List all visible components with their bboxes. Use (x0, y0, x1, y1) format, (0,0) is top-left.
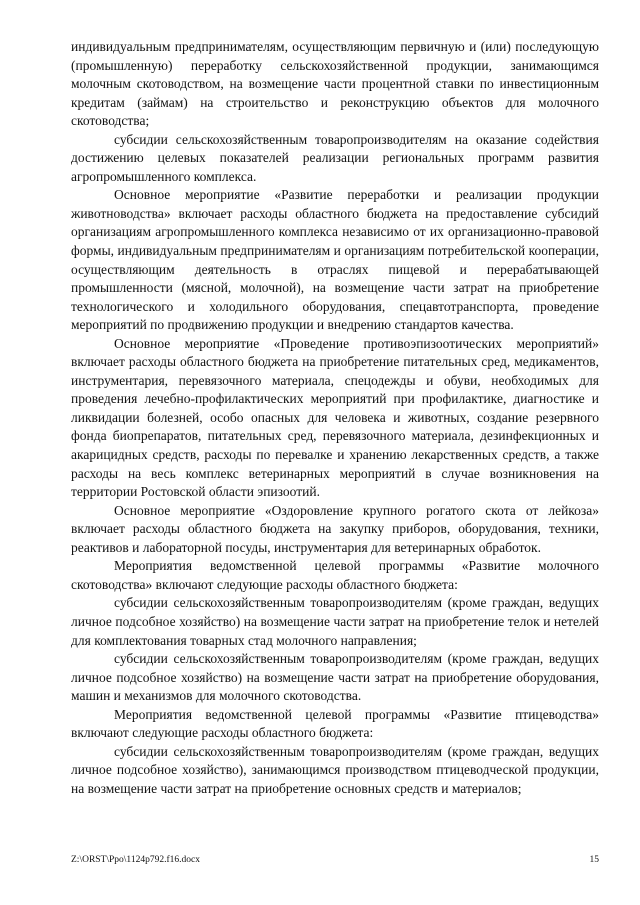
document-body (71, 38, 599, 798)
paragraph-1: индивидуальным предпринимателям, осуществляющим первичную и (или) последующую (промышленную) переработку сельскохозяйственной продукции, занимающимся молочным скотоводством, на возмещение части процентной ставки по инвестиционным кредитам (займам) на строительство и реконструкцию объектов для молочного скотоводства; (71, 39, 599, 129)
paragraph-10: субсидии сельскохозяйственным товаропроизводителям (кроме граждан, ведущих личное подсобное хозяйство), занимающимся производством птицеводческой продукции, на возмещение части затрат на приобретение основных средств и материалов; (71, 743, 599, 796)
paragraph-6: Мероприятия ведомственной целевой программы «Развитие молочного скотоводства» включают следующие расходы областного бюджета: (71, 558, 599, 592)
paragraph-7: субсидии сельскохозяйственным товаропроизводителям (кроме граждан, ведущих личное подсобное хозяйство) на возмещение части затрат на приобретение телок и нетелей для комплектования товарных стад молочного направления; (71, 595, 599, 648)
paragraph-8: субсидии сельскохозяйственным товаропроизводителям (кроме граждан, ведущих личное подсобное хозяйство) на возмещение части затрат на приобретение оборудования, машин и механизмов для молочного скотоводства. (71, 651, 599, 704)
paragraph-5: Основное мероприятие «Оздоровление крупного рогатого скота от лейкоза» включает расходы областного бюджета на закупку приборов, оборудования, техники, реактивов и лабораторной посуды, инструментария для ветеринарных обработок. (71, 502, 599, 555)
paragraph-9: Мероприятия ведомственной целевой программы «Развитие птицеводства» включают следующие расходы областного бюджета: (71, 706, 599, 741)
paragraph-2: субсидии сельскохозяйственным товаропроизводителям на оказание содействия достижению целевых показателей реализации региональных программ развития агропромышленного комплекса. (71, 131, 599, 184)
footer-file-path: Z:\ORST\Ppo\1124p792.f16.docx (71, 855, 200, 865)
paragraph-4: Основное мероприятие «Проведение противоэпизоотических мероприятий» включает расходы областного бюджета на приобретение питательных сред, медикаментов, инструментария, перевязочного материала, спецодежды и обуви, необходимых для проведения лечебно-профилактических мероприятий при профилактике, диагностике и ликвидации болезней, особо опасных для человека и животных, создание резервного фонда биопрепаратов, питательных сред, перевязочного материала, дезинфекционных и акарицидных средств, расходы по перевалке и хранению лекарственных средств, а также расходы на весь комплекс ветеринарных мероприятий в случае возникновения на территории Ростовской области эпизоотий. (71, 335, 599, 500)
page-number: 15 (589, 855, 599, 865)
page-footer (71, 854, 599, 866)
paragraph-3: Основное мероприятие «Развитие переработки и реализации продукции животноводства» включает расходы областного бюджета на предоставление субсидий организациям агропромышленного комплекса независимо от их организационно-правовой формы, индивидуальным предпринимателям и организациям потребительской кооперации, осуществляющим деятельность в отраслях пищевой и перерабатывающей промышленности (мясной, молочной), на возмещение части затрат на приобретение технологического и холодильного оборудования, спецавтотранспорта, проведение мероприятий по продвижению продукции и внедрению стандартов качества. (71, 187, 599, 333)
